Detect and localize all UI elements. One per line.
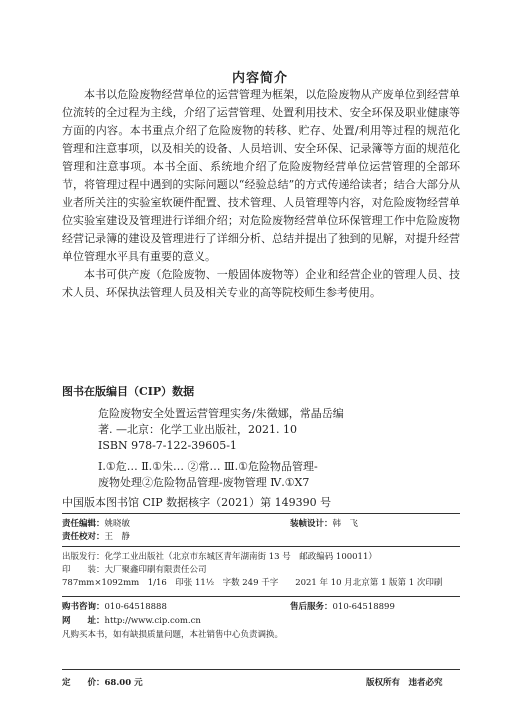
cip-classification: [98, 459, 398, 491]
service-label: 售后服务：: [290, 602, 333, 612]
divider: [62, 669, 460, 670]
cip-class-line: Ⅰ.①危… Ⅱ.①朱… ②常… Ⅲ.①危险物品管理-: [98, 460, 318, 473]
price-value: 68.00 元: [104, 678, 143, 688]
summary-paragraph-1: [62, 86, 460, 266]
designer-label: 装帧设计：: [290, 519, 333, 529]
purchase-label: 购书咨询：: [62, 602, 105, 612]
website-url[interactable]: http://www.cip.com.cn: [104, 616, 201, 626]
divider: [62, 513, 460, 514]
notice-line: 凡购买本书，如有缺损质量问题，本社销售中心负责调换。: [62, 630, 284, 640]
divider: [62, 546, 460, 547]
price-label: 定 价：: [62, 678, 105, 688]
proof-name: 王 静: [104, 532, 131, 542]
cip-heading: 图书在版编目（CIP）数据: [62, 385, 195, 398]
website-label: 网 址：: [62, 616, 105, 626]
page-title: 内容简介: [231, 71, 288, 86]
purchase-line: [62, 600, 167, 614]
cip-line: 著. —北京：化学工业出版社，2021. 10: [98, 423, 297, 436]
editor-name: 姚晓敏: [104, 519, 131, 529]
publisher-line: 出版发行：化学工业出版社（北京市东城区青年湖南街 13 号 邮政编码 100011）: [62, 552, 377, 562]
website-line: [62, 614, 201, 628]
designer-name: 韩 飞: [332, 519, 359, 529]
cip-isbn: ISBN 978-7-122-39605-1: [98, 439, 237, 452]
summary-text-2: 本书可供产废（危险废物、一般固体废物等）企业和经营企业的管理人员、技术人员、环保执法管理人员及相关专业的高等院校师生参考使用。: [62, 268, 460, 299]
service-line: [290, 600, 395, 614]
proof-label: 责任校对：: [62, 532, 105, 542]
printer-line: 印 装：大厂聚鑫印刷有限责任公司: [62, 565, 207, 575]
editor-line: [62, 517, 130, 531]
purchase-phone: 010-64518888: [104, 602, 167, 612]
divider: [62, 596, 460, 597]
summary-text-1: 本书以危险废物经营单位的运营管理为框架，以危险废物从产废单位到经营单位流转的全过程为主线，介绍了运营管理、处置利用技术、安全环保及职业健康等方面的内容。本书重点介绍了危险废物的转移、贮存、处置/利用等过程的规范化管理和注意事项，以及相关的设备、人员培训、安全环保、记录簿等方面的规范化管理和注意事项。本书全面、系统地介绍了危险废物经营单位运营管理的全部环节，将管理过程中遇到的实际问题以“经验总结”的方式传递给读者；结合大部分从业者所关注的实验室软硬件配置、技术管理、人员管理等内容，对危险废物经营单位实验室建设及管理进行详细介绍；对危险废物经营单位环保管理工作中危险废物经营记录簿的建设及管理进行了详细分析、总结并提出了独到的见解，对提升经营单位管理水平具有重要的意义。: [62, 88, 460, 263]
cip-line: 危险废物安全处置运营管理实务/朱徵娜，常晶岳编: [98, 407, 344, 420]
service-phone: 010-64518899: [332, 602, 395, 612]
cip-entry: [98, 406, 398, 454]
copyright-notice: 版权所有 违者必究: [366, 678, 443, 688]
price-line: [62, 676, 143, 690]
spec-line: 787mm×1092mm 1/16 印张 11½ 字数 249 千字 2021 年 10 月北京第 1 版第 1 次印刷: [62, 578, 443, 588]
cip-record-number: 中国版本图书馆 CIP 数据核字（2021）第 149390 号: [62, 496, 332, 509]
cip-class-line: 废物处理②危险物品管理-废物管理 Ⅳ.①X7: [98, 476, 310, 489]
summary-paragraph-2: [62, 266, 460, 302]
editor-label: 责任编辑：: [62, 519, 105, 529]
designer-line: [290, 517, 358, 531]
proof-line: [62, 530, 130, 544]
